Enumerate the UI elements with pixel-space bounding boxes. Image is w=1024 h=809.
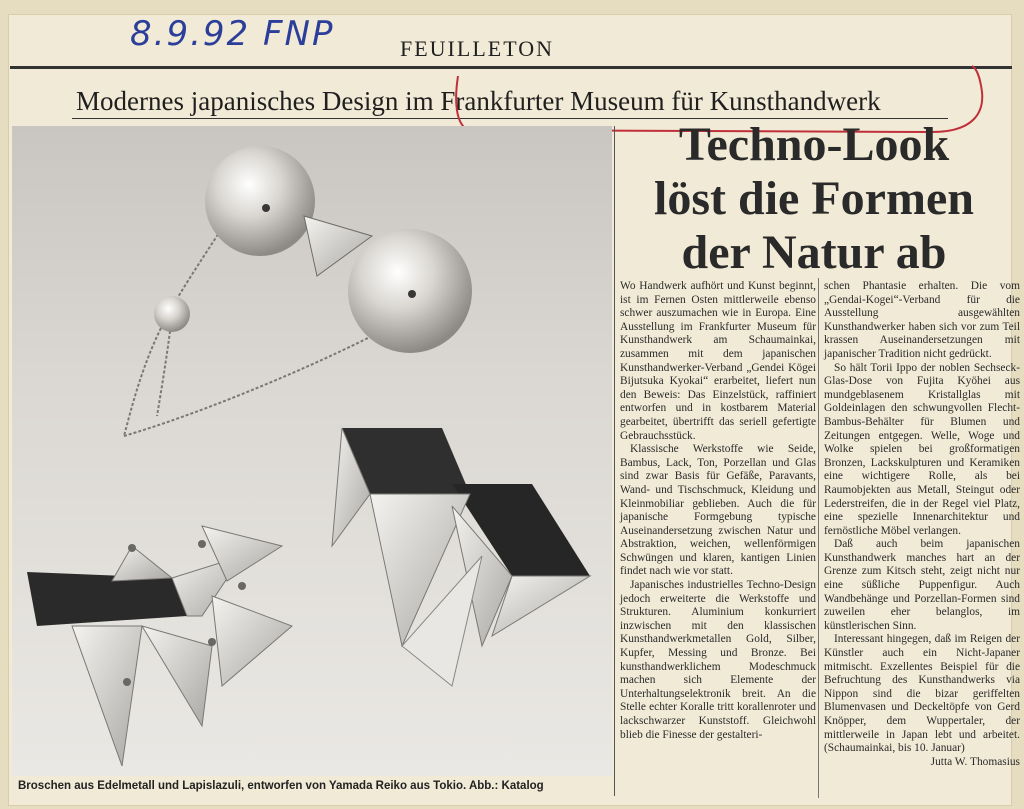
headline bbox=[618, 118, 1010, 280]
paragraph: So hält Torii Ippo der noblen Sechseck-Glas-Dose von Fujita Kyöhei aus mundgeblasenem Kristallglas mit Goldeinlagen den schwungvollen Flecht-Bambus-Behälter für Blumen und Zeitungen entgegen. Welle, Woge und Wolke spielen bei großformatigen Bronzen, Lackskulpturen und Keramiken eine wichtigere Rolle, als bei Raumobjekten aus Metall, Steingut oder Lederstreifen, die in der Regel viel Platz, eine spezielle Innenarchitektur und fernöstliche Möbel verlangen. bbox=[824, 361, 1020, 537]
paragraph: Daß auch beim japanischen Kunsthandwerk manches hart an der Grenze zum Kitsch steht, zeigt nicht nur eine süßliche Puppenfigur. Auch Wandbehänge und Porzellan-Formen sind zuweilen eher belanglos, im künstlerischen Sinn. bbox=[824, 538, 1020, 632]
sphere-large-top bbox=[205, 146, 315, 256]
article-column-1 bbox=[620, 280, 816, 742]
section-title: FEUILLETON bbox=[400, 36, 555, 61]
paragraph: Klassische Werkstoffe wie Seide, Bambus, Lack, Ton, Porzellan und Glas sind zwar Basis für Gefäße, Paravants, Wand- und Tischschmuck, Kleidung und Kleinmobiliar geblieben. Auch die für japanische Formgebung typische Auseinandersetzung zwischen Natur und Abstraktion, weichen, wellenförmigen Schwüngen und klaren, kantigen Linien findet nach wie vor statt. bbox=[620, 443, 816, 578]
headline-line-2: löst die Formen bbox=[654, 172, 974, 225]
article-column-2 bbox=[824, 280, 1020, 769]
kicker-line: Modernes japanisches Design im Frankfurter Museum für Kunsthandwerk bbox=[76, 86, 881, 116]
brooch-photo-illustration bbox=[12, 126, 612, 776]
column-divider bbox=[614, 126, 615, 796]
paragraph: Japanisches industrielles Techno-Design jedoch erweiterte die Werkstoffe und Strukturen. Aluminium konkurriert inzwischen mit den klassischen Kunsthandwerkmetallen Gold, Silber, Kupfer, Messing und Bronze. Bei kunsthandwerklichem Modeschmuck machen sich Elemente der Unterhaltungselektronik breit. An die Stelle echter Koralle tritt korallenroter und lackschwarzer Kunststoff. Gleichwohl blieb die Finesse der gestalteri- bbox=[620, 579, 816, 741]
author-byline: Jutta W. Thomasius bbox=[930, 755, 1020, 768]
paragraph: Wo Handwerk aufhört und Kunst beginnt, ist im Fernen Osten mittlerweile ebenso schwer auszumachen wie in Europa. Eine Ausstellung im Frankfurter Museum für Kunsthandwerk am Schaumainkai, zusammen mit dem japanischen Kunsthandwerker-Verband „Gendei Kögei Bijutsuka Kyokai“ erarbeitet, liefert nun den Beweis: Das Einzelstück, raffiniert entworfen und in kostbarem Material gearbeitet, übertrifft das seriell gefertigte Gebrauchsstück. bbox=[620, 280, 816, 442]
headline-line-1: Techno-Look bbox=[678, 118, 950, 171]
sphere-small bbox=[154, 296, 190, 332]
headline-line-3: der Natur ab bbox=[681, 226, 947, 279]
column-divider-2 bbox=[818, 278, 819, 798]
lapis-shard bbox=[27, 572, 187, 626]
paragraph: schen Phantasie erhalten. Die vom „Gendai-Kogei“-Verband für die Ausstellung ausgewählten Kunsthandwerker haben sich vor zum Teil krassen Auseinandersetzungen mit japanischer Tradition nicht gedrückt. bbox=[824, 280, 1020, 360]
handwritten-date-note: 8.9.92 FNP bbox=[130, 14, 335, 54]
paragraph: Interessant hingegen, daß im Reigen der Künstler auch ein Nicht-Japaner mitmischt. Exzellentes Beispiel für die Befruchtung des Kunsthandwerks via Nippon sind die bizar geriffelten Blumenvasen und Deckeltöpfe von Gerd Knöpper, dem Wuppertaler, der mittlerweile in Japan lebt und arbeitet. (Schaumainkai, bis 10. Januar) bbox=[824, 633, 1020, 755]
brooch-photograph bbox=[12, 126, 612, 776]
photo-caption: Broschen aus Edelmetall und Lapislazuli, entworfen von Yamada Reiko aus Tokio. Abb.: Katalog bbox=[18, 780, 544, 792]
